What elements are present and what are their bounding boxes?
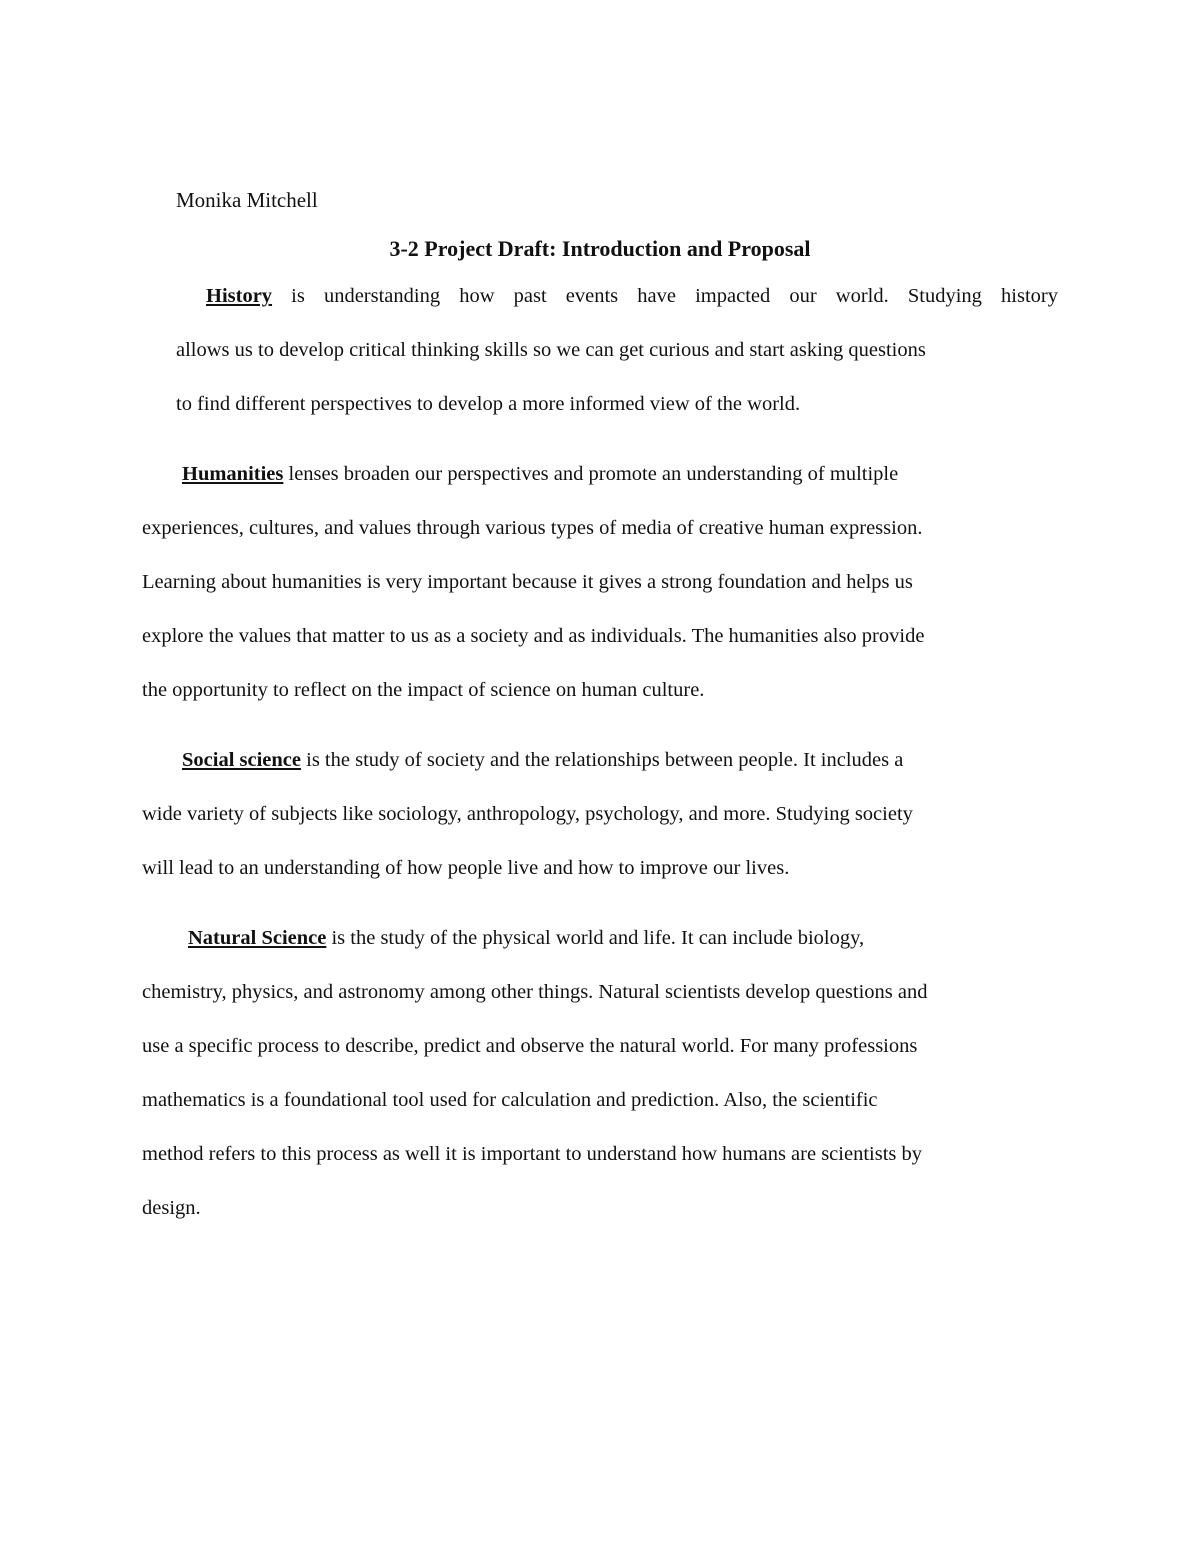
paragraph-natural-science-line-2: chemistry, physics, and astronomy among other things. Natural scientists develop questions and bbox=[142, 981, 928, 1003]
paragraph-social-science-line-3: will lead to an understanding of how people live and how to improve our lives. bbox=[142, 857, 790, 879]
term-humanities: Humanities bbox=[182, 463, 284, 485]
paragraph-social-science-line-2: wide variety of subjects like sociology, anthropology, psychology, and more. Studying society bbox=[142, 803, 913, 825]
paragraph-humanities-line-3: Learning about humanities is very important because it gives a strong foundation and helps us bbox=[142, 571, 913, 593]
term-history: History bbox=[206, 285, 273, 307]
paragraph-humanities-line-1: Humanities lenses broaden our perspectives and promote an understanding of multiple bbox=[182, 463, 899, 485]
paragraph-history-line-3: to find different perspectives to develop a more informed view of the world. bbox=[176, 393, 801, 415]
paragraph-humanities-line-2: experiences, cultures, and values through various types of media of creative human expression. bbox=[142, 517, 923, 539]
paragraph-natural-science-line-4: mathematics is a foundational tool used for calculation and prediction. Also, the scientific bbox=[142, 1089, 878, 1111]
paragraph-natural-science-line-5: method refers to this process as well it is important to understand how humans are scientists by bbox=[142, 1143, 922, 1165]
paragraph-humanities-line-5: the opportunity to reflect on the impact of science on human culture. bbox=[142, 679, 705, 701]
paragraph-social-science-line-1: Social science is the study of society and the relationships between people. It includes a bbox=[182, 749, 904, 771]
term-natural-science: Natural Science bbox=[188, 927, 327, 949]
author-name: Monika Mitchell bbox=[176, 188, 318, 212]
paragraph-history-line-1: History is understanding how past events have impacted our world. Studying history bbox=[206, 285, 1058, 307]
paragraph-humanities-line-4: explore the values that matter to us as a society and as individuals. The humanities also provide bbox=[142, 625, 925, 647]
term-social-science: Social science bbox=[182, 749, 301, 771]
document-title: 3-2 Project Draft: Introduction and Proposal bbox=[389, 236, 811, 261]
paragraph-history-line-2: allows us to develop critical thinking skills so we can get curious and start asking questions bbox=[176, 339, 926, 361]
paragraph-natural-science-line-6: design. bbox=[142, 1197, 201, 1219]
paragraph-natural-science-line-3: use a specific process to describe, predict and observe the natural world. For many professions bbox=[142, 1035, 918, 1057]
paragraph-natural-science-line-1: Natural Science is the study of the physical world and life. It can include biology, bbox=[188, 927, 865, 949]
